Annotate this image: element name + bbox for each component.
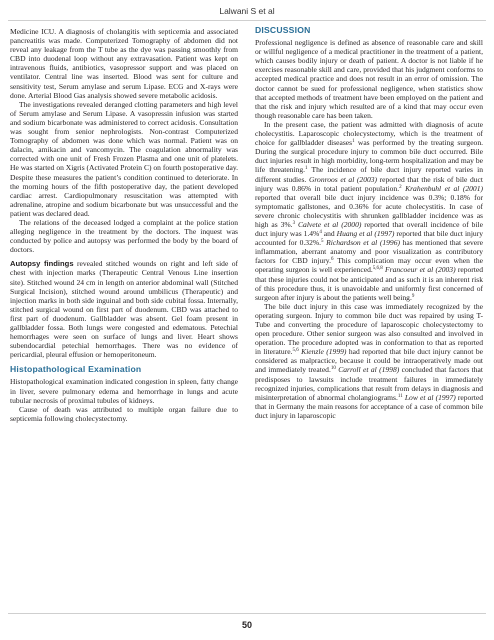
reference-superscript: 1: [305, 166, 308, 172]
histo-paragraph-2: Cause of death was attributed to multiple organ failure due to septicemia following cholecystectomy.: [10, 404, 238, 423]
reference-superscript: 1: [352, 139, 355, 145]
running-head: Lalwani S et al: [219, 6, 275, 16]
citation-author: Low et al (1997): [404, 392, 456, 402]
reference-superscript: 5,6: [292, 348, 299, 354]
reference-superscript: 5,6,8: [372, 266, 383, 272]
citation-author: Calvete et al (2000): [298, 219, 362, 229]
discussion-heading: DISCUSSION: [255, 25, 311, 35]
histopathology-heading: Histopathological Examination: [10, 364, 142, 375]
case-paragraph-2: The investigations revealed deranged clotting parameters and high level of Serum amylase and Serum Lipase. A vasopressin infusion was started and sodium bicarbonate was administered to correct acidosis. Consultation was sought from senior nephrologists. Non-contrast Computerized Tomography of abdomen was done which was normal. Patient was on dalacin, amikacin and vancomycin. The coagulation abnormality was corrected with one unit of Fresh Frozen Plasma and one unit of platelets. He was started on Xigris (Activated Protein C) on fourth postoperative day. Despite these measures the patient’s condition continued to deteriorate. In the morning hours of the fifth postoperative day, the patient developed cardiac arrest. Cardiopulmonary resuscitation was attempted with adrenaline, atropine and sodium bicarbonate but was unsuccessful and the patient was declared dead.: [10, 99, 238, 218]
discussion-paragraph-2: In the present case, the patient was admitted with diagnosis of acute cholecystitis. Laparoscopic cholecystectomy, which is the treatment of choice for gallbladder diseases$^1$ was performed by the treating surgeon. During the surgical procedure injury to common bile duct occurred. Bile duct injuries result in high morbidity, long-term hospitalization and may be life threatening.$^1$ The incidence of bile duct injury reported varies in different studies. Gronroos et al (2003) reported that the risk of bile duct injury was 0.86% in total patient population.$^2$ Krahenbuhl et al (2001) reported that overall bile duct injury incidence was 0.3%; 0.18% for symptomatic gallstones, and 0.36% for acute cholecystitis. In case of severe chronic cholecystitis with shrunken gallbladder incidence was as high as 3%.$^3$ Calvete et al (2000) reported that overall incidence of bile duct injury was 1.4%$^4$ and Huang et al (1997) reported that bile duct injury accounted for 0.32%.$^5$ Richardson et al (1996) has mentioned that severe inflammation, aberrant anatomy and poor visualization as contributory factors for CBD injury.$^6$ This complication may occur even when the operating surgeon is well experienced.$^{5,6,8}$ Francoeur et al (2003) reported that these injuries could not be anticipated and as such it is an inherent risk of this procedure thus, it is unavoidable and uniformly first concerned of surgeon after injury is about the patients well being.$^9$: [255, 119, 484, 302]
citation-author: Krahenbuhl et al (2001): [405, 183, 483, 193]
autopsy-heading: Autopsy findings: [10, 259, 74, 269]
reference-superscript: 11: [397, 393, 403, 399]
citation-author: Francoeur et al (2003): [385, 265, 456, 275]
reference-superscript: 9: [411, 293, 415, 299]
right-column: [255, 26, 483, 420]
footer-rule: [8, 613, 486, 614]
reference-superscript: 5: [321, 239, 324, 245]
citation-author: Richardson et al (1996): [326, 238, 400, 248]
citation-author: Huang et al (1997): [336, 229, 395, 239]
case-paragraph-1: Medicine ICU. A diagnosis of cholangitis with septicemia and associated pancreatitis was made. Computerized Tomography of abdomen did not reveal any leakage from the T tube as the dye was passing smoothly from CBD into duodenal loop without any extravasation. Patient was kept on intravenous fluids, antibiotics, vasopressor support and was placed on ventilator. Central line was inserted. Blood was sent for culture and sensitivity test, Serum amylase and serum Lipase. ECG and X-rays were done. Arterial Blood Gas analysis showed severe metabolic acidosis.: [10, 27, 238, 100]
left-column: [10, 27, 238, 423]
discussion-paragraph-1: Professional negligence is defined as absence of reasonable care and skill or willful negligence of a medical practitioner in the treatment of a patient, which causes bodily injury or death of patient. A doctor is not liable if he exercises reasonable skill and care, provided that his judgment conforms to accepted medical practice and does not result in an error of omission. The doctor cannot be sued for professional negligence, when statistics show that accepted methods of treatment have been employed on the patient and that the risk and injury which resulted are of a kind that may occur even though reasonable care has been taken.: [255, 38, 483, 120]
case-paragraph-3: The relations of the deceased lodged a complaint at the police station alleging negligence in the treatment by the doctors. The inquest was conducted by police and autopsy was performed the body by the board of doctors.: [10, 217, 238, 255]
discussion-paragraph-3: The bile duct injury in this case was immediately recognized by the operating surgeon. Injury to common bile duct was repaired by using T-Tube and converting the procedure of laparoscopic cholecystectomy to open procedure. Other senior surgeon was also consulted and involved in operation. The procedure adopted was in conformation to that as reported in literature.$^{5,6}$ Kienzle (1999) had reported that bile duct injury cannot be considered as malpractice, because it could be intraoperatively made out and immediately treated.$^{10}$ Carroll et al (1998) concluded that factors that predisposes to lawsuits include treatment failures in immediately recognized injuries, complications that result from delays in diagnosis and misinterpretation of abnormal cholangiograms.$^{11}$ Low et al (1997) reported that in Germany the main reasons for acceptance of a case of common bile duct injury in laparoscopic: [255, 301, 484, 420]
reference-superscript: 2: [399, 184, 402, 190]
citation-author: Carroll et al (1998): [338, 365, 400, 375]
autopsy-paragraph: [10, 259, 238, 359]
citation-author: Gronroos et al (2003): [308, 174, 378, 184]
autopsy-text: revealed stitched wounds on right and left side of chest with injection marks (Therapeutic Central Venous Line insertion site). Stitched wound 24 cm in length on anterior abdominal wall (Stitched Surgical Incision), stitched wound around umbilicus (Therapeutic) and injection marks in both side inguinal and both side cubital fossa. Internally, stitched surgical wound on first part of duodenum. CBD was attached to first part of duodenum. Gallbladder was absent. Gel foam present in gallbladder fossa. Both lungs were congested and edematous. Petechial hemorrhages were seen on surface of lungs and liver. Heart shows subendocardial petechial hemorrhages. There was no evidence of pericardial, pleural effusion or hemoperitoneum.: [10, 259, 238, 360]
header-rule: [8, 20, 486, 21]
reference-superscript: 3: [292, 220, 296, 226]
reference-superscript: 4: [319, 230, 322, 236]
page-number: 50: [241, 620, 252, 630]
histo-paragraph-1: Histopathological examination indicated congestion in spleen, fatty change in liver, severe pulmonary edema and hemorrhage in lungs and acute tubular necrosis of proximal tubules of kidneys.: [10, 377, 238, 405]
citation-author: Kienzle (1999): [301, 347, 347, 357]
reference-superscript: 10: [330, 366, 336, 372]
reference-superscript: 6: [330, 257, 334, 263]
